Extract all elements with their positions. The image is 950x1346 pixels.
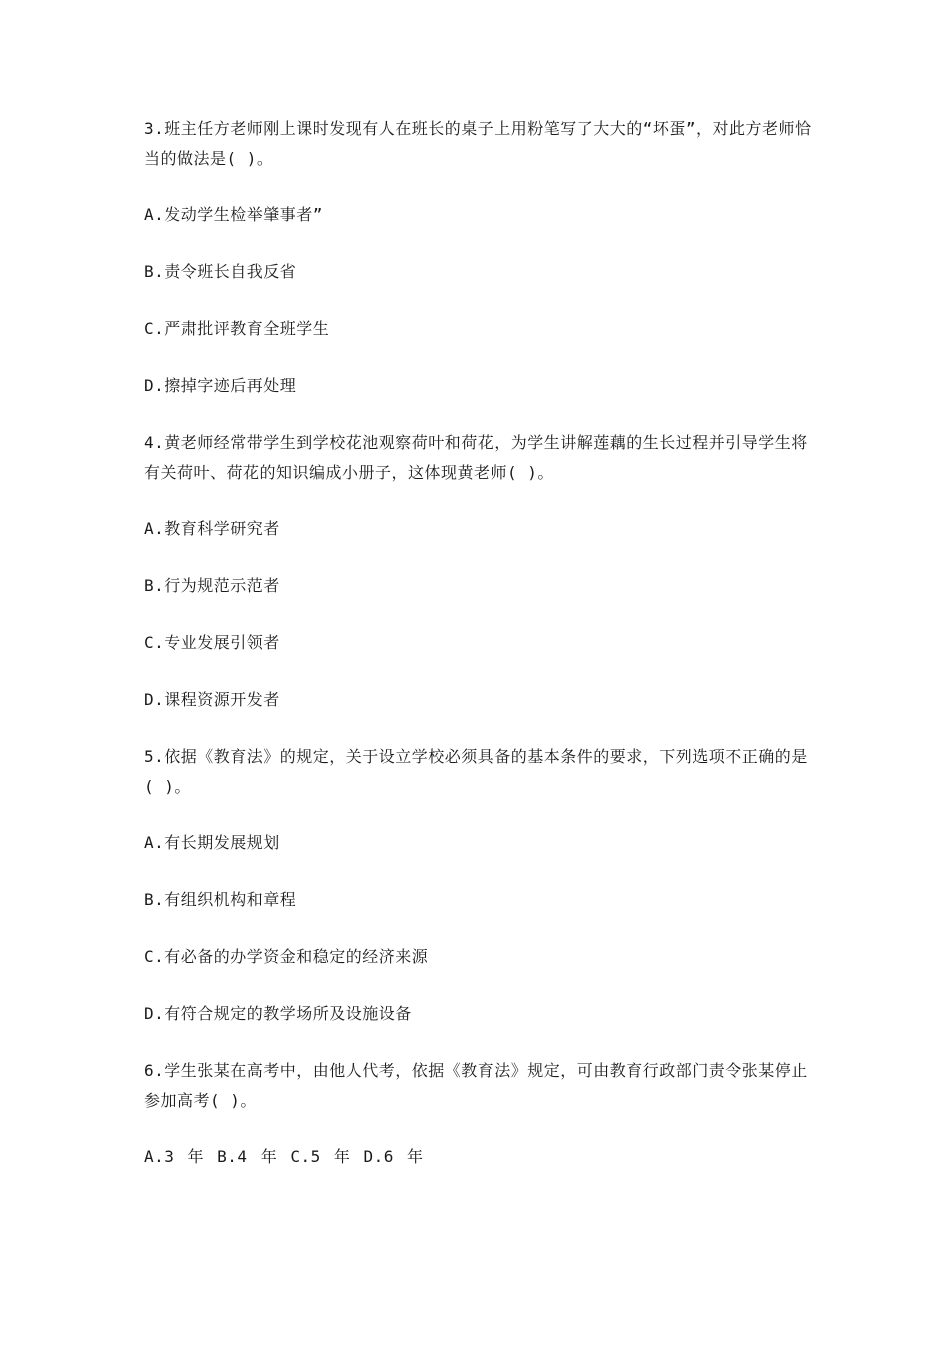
option-a: A.有长期发展规划 (144, 833, 280, 852)
document-page (144, 114, 814, 1172)
option-c: C.严肃批评教育全班学生 (144, 319, 330, 338)
question-stem: 3.班主任方老师刚上课时发现有人在班长的桌子上用粉笔写了大大的“坏蛋”，对此方老师恰当的做法是( )。 (144, 119, 812, 168)
option-d: D.擦掉字迹后再处理 (144, 376, 297, 395)
question-6 (144, 1056, 814, 1172)
option-a: A.发动学生检举肇事者” (144, 205, 323, 224)
question-stem: 5.依据《教育法》的规定，关于设立学校必须具备的基本条件的要求，下列选项不正确的是( )。 (144, 747, 808, 796)
question-5 (144, 742, 814, 1029)
option-d: D.课程资源开发者 (144, 690, 280, 709)
option-b: B.行为规范示范者 (144, 576, 280, 595)
option-d: D.有符合规定的教学场所及设施设备 (144, 1004, 412, 1023)
question-stem: 4.黄老师经常带学生到学校花池观察荷叶和荷花，为学生讲解莲藕的生长过程并引导学生将有关荷叶、荷花的知识编成小册子，这体现黄老师( )。 (144, 433, 808, 482)
question-3 (144, 114, 814, 401)
inline-options: A.3 年 B.4 年 C.5 年 D.6 年 (144, 1147, 424, 1166)
option-b: B.责令班长自我反省 (144, 262, 297, 281)
question-stem: 6.学生张某在高考中，由他人代考，依据《教育法》规定，可由教育行政部门责令张某停止参加高考( )。 (144, 1061, 808, 1110)
option-a: A.教育科学研究者 (144, 519, 280, 538)
question-4 (144, 428, 814, 715)
option-c: C.专业发展引领者 (144, 633, 280, 652)
option-c: C.有必备的办学资金和稳定的经济来源 (144, 947, 429, 966)
option-b: B.有组织机构和章程 (144, 890, 297, 909)
